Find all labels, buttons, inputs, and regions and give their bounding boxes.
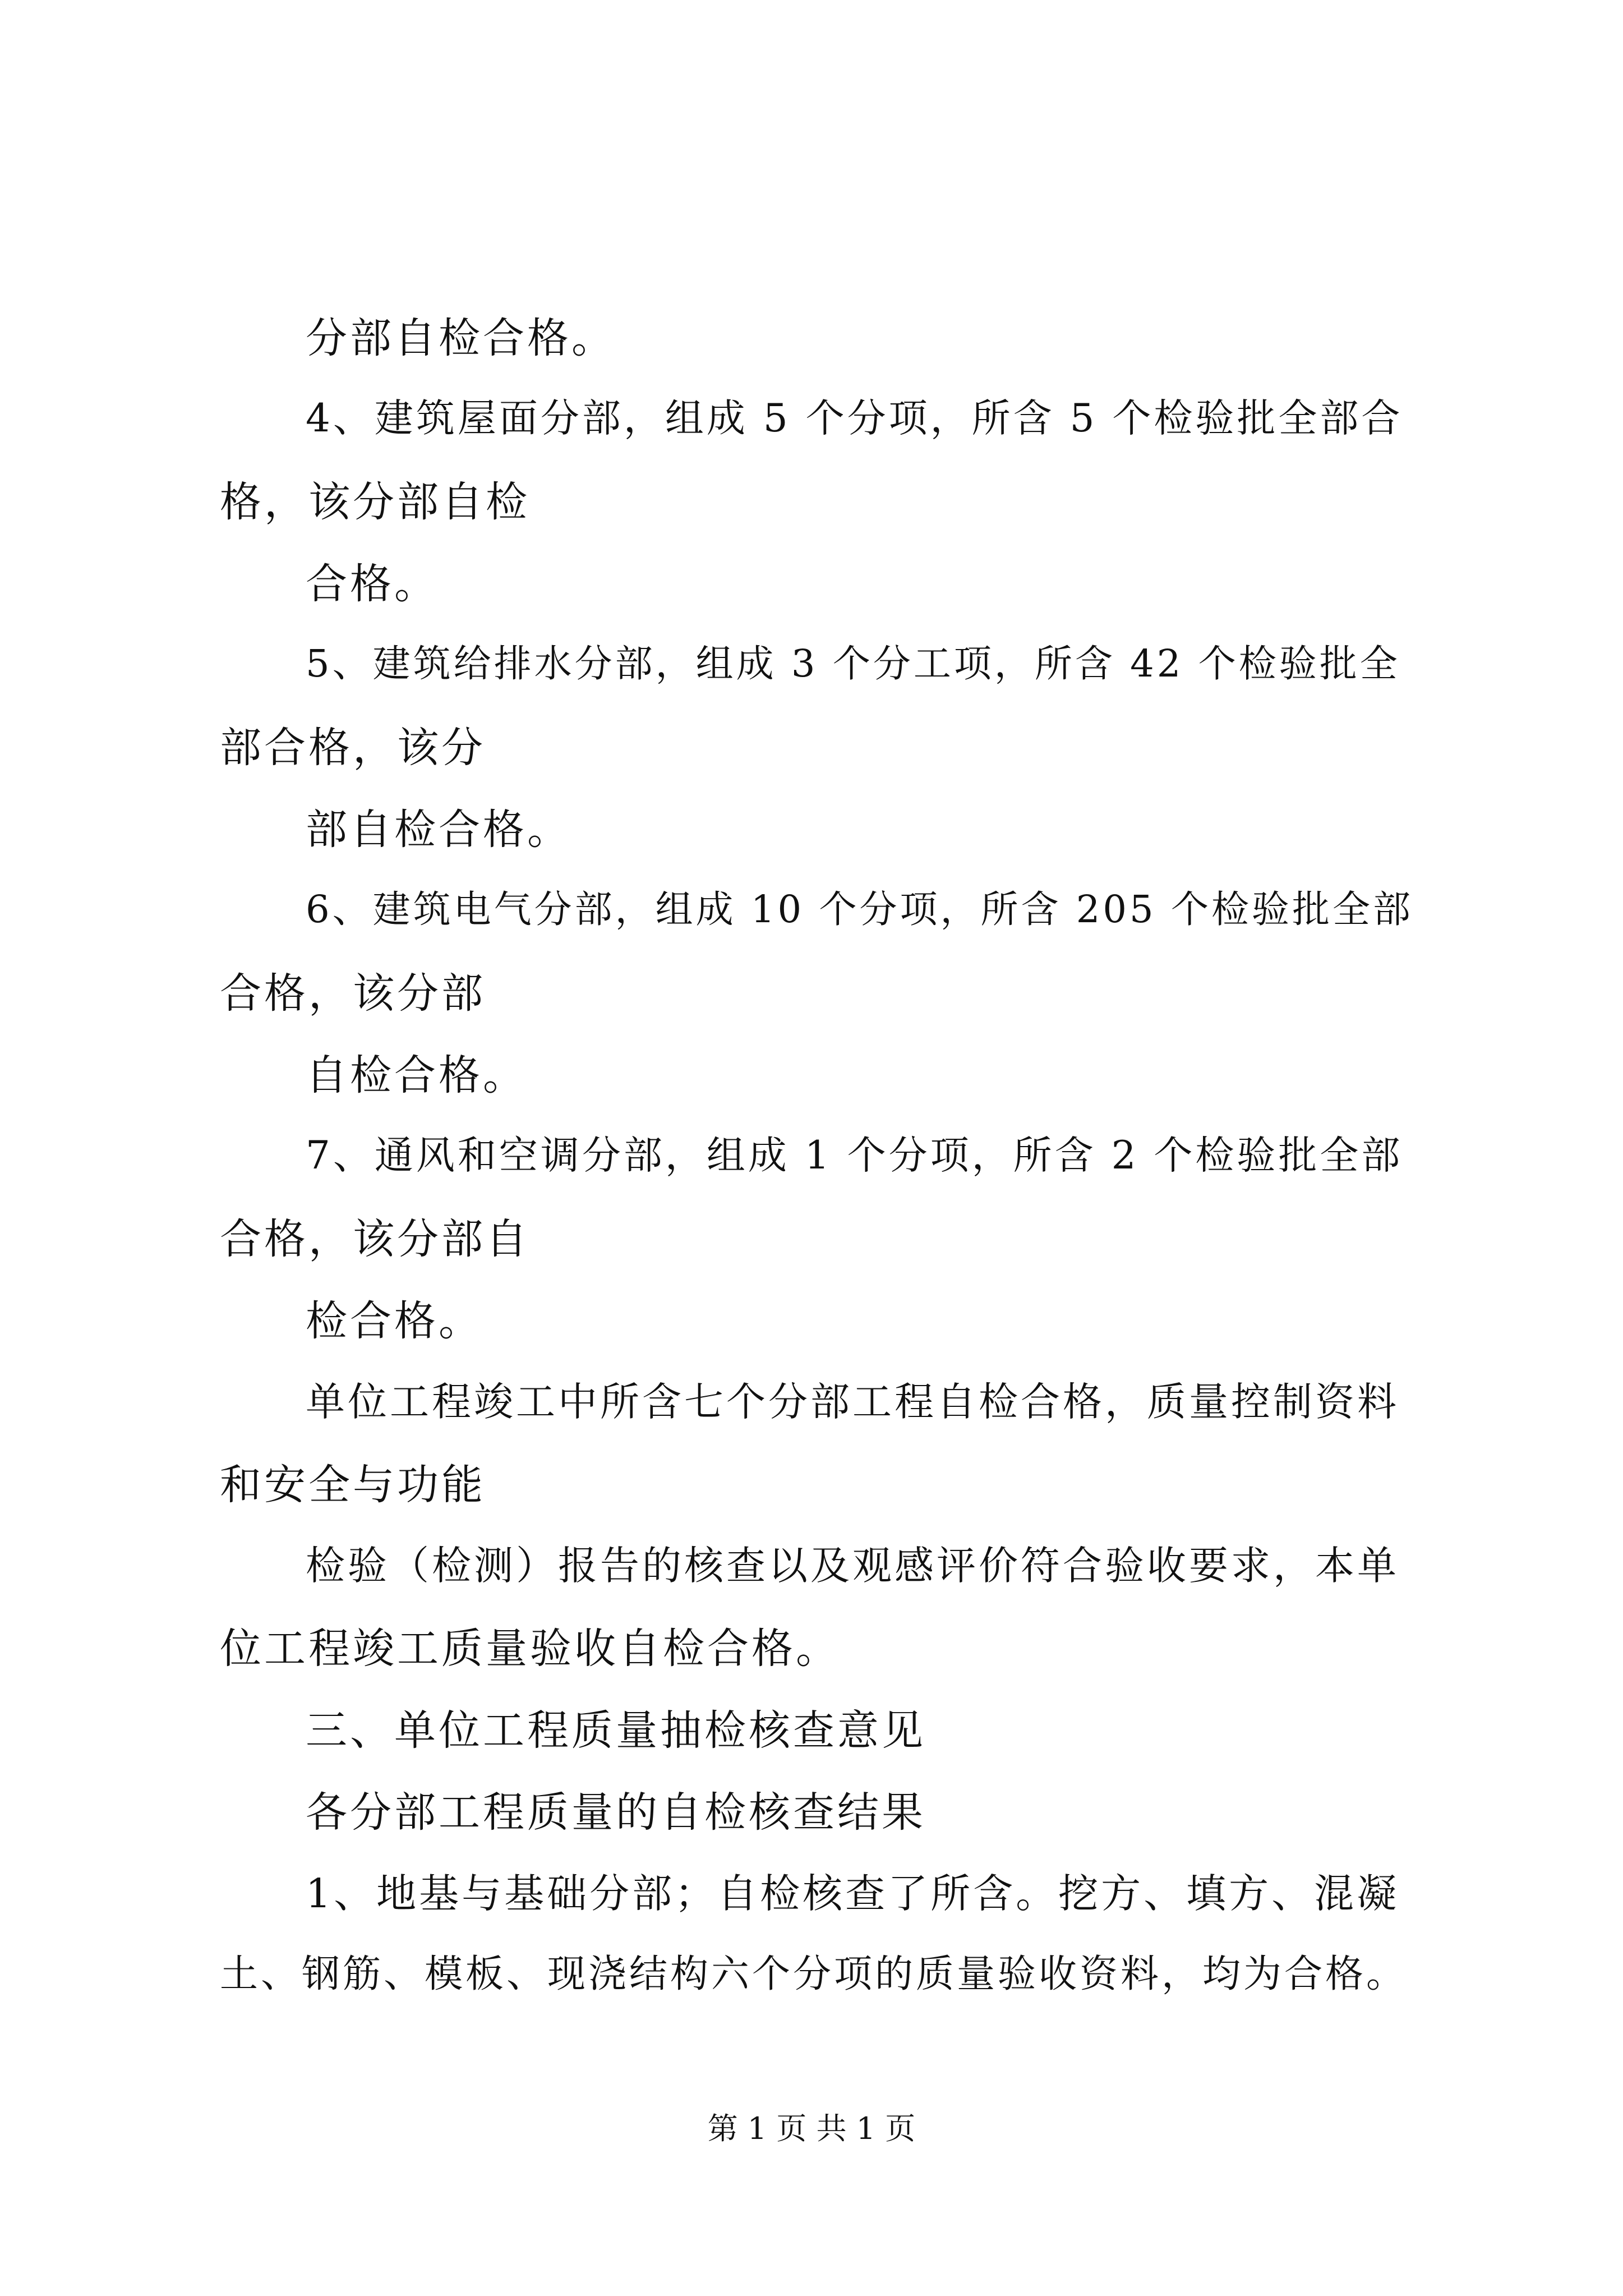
- text-line: 各分部工程质量的自检核查结果: [306, 1788, 926, 1837]
- text-line: 检合格。: [306, 1297, 483, 1345]
- text-line: 三、单位工程质量抽检核查意见: [306, 1706, 926, 1755]
- text-line: 位工程竣工质量验收自检合格。: [220, 1625, 840, 1673]
- text-line: 部合格，该分: [220, 724, 486, 772]
- text-line: 1、地基与基础分部；自检核查了所含。挖方、填方、混凝: [306, 1870, 1400, 1917]
- text-line: 自检合格。: [306, 1051, 527, 1099]
- text-line: 格，该分部自检: [220, 478, 530, 526]
- text-line: 合格。: [306, 560, 439, 608]
- text-line: 5、建筑给排水分部，组成 3 个分工项，所含 42 个检验批全: [306, 642, 1400, 685]
- text-line: 和安全与功能: [220, 1461, 486, 1509]
- text-line: 6、建筑电气分部，组成 10 个分项，所含 205 个检验批全部: [306, 887, 1413, 931]
- text-line: 4、建筑屋面分部，组成 5 个分项，所含 5 个检验批全部合: [306, 396, 1403, 441]
- text-line: 7、通风和空调分部，组成 1 个分项，所含 2 个检验批全部: [306, 1133, 1403, 1178]
- text-line: 土、钢筋、模板、现浇结构六个分项的质量验收资料，均为合格。: [220, 1952, 1408, 1996]
- text-line: 检验（检测）报告的核查以及观感评价符合验收要求，本单: [306, 1543, 1399, 1589]
- text-line: 单位工程竣工中所含七个分部工程自检合格，质量控制资料: [306, 1379, 1399, 1425]
- text-line: 分部自检合格。: [306, 314, 616, 362]
- text-line: 部自检合格。: [306, 806, 571, 854]
- text-line: 合格，该分部自: [220, 1215, 530, 1263]
- text-line: 合格，该分部: [220, 969, 486, 1018]
- page-footer: 第 1 页 共 1 页: [707, 2111, 916, 2146]
